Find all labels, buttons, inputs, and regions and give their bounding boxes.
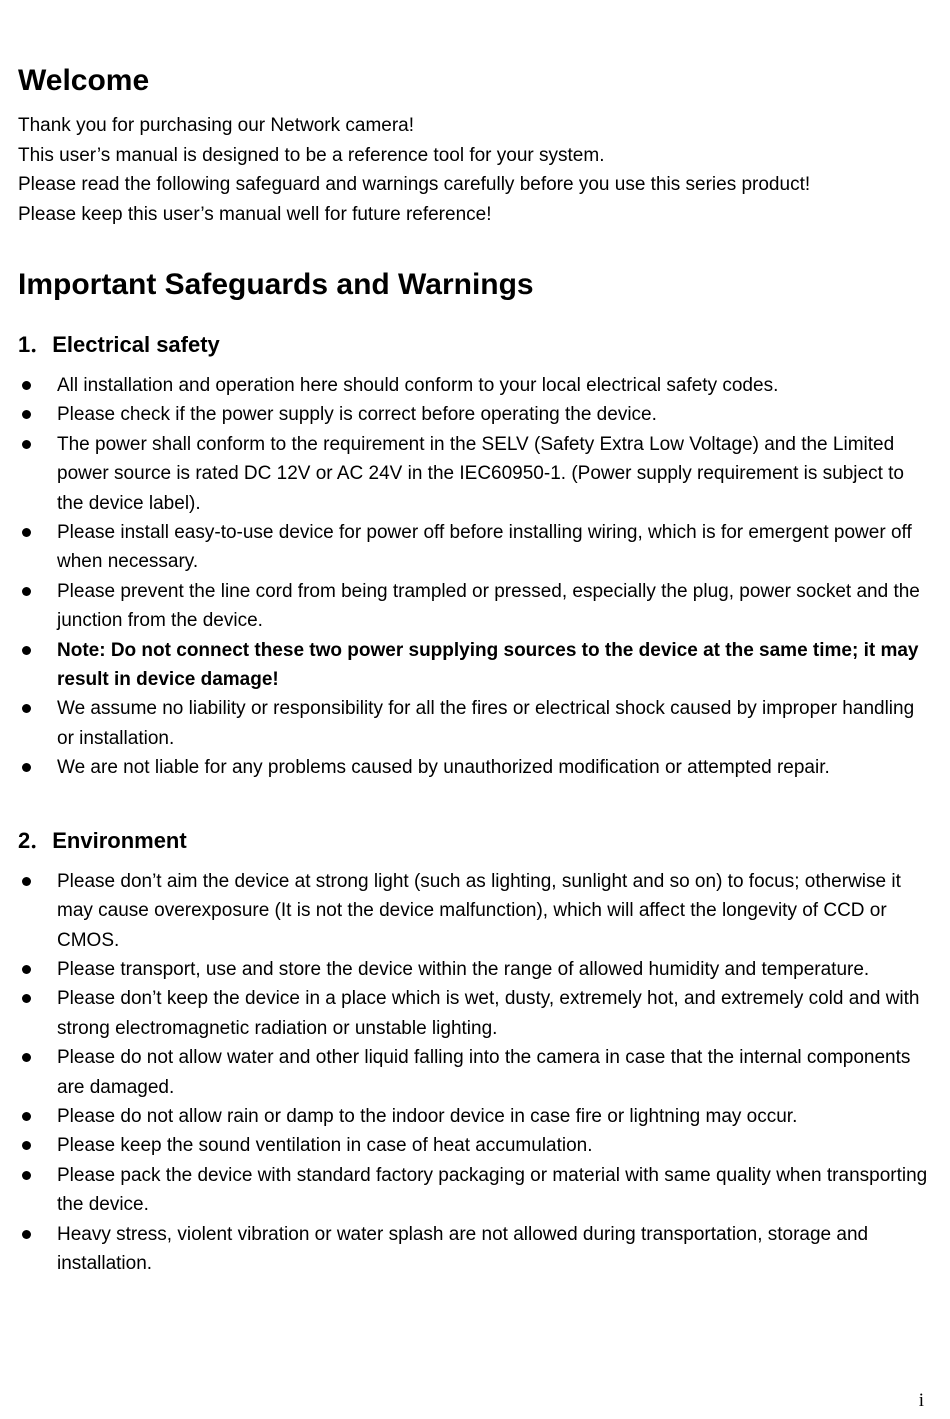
list-item-text: Please don’t keep the device in a place which is wet, dusty, extremely hot, and extremely cold and with strong electromagnetic radiation or unstable lighting. <box>57 988 920 1039</box>
list-item-text: We are not liable for any problems caused by unauthorized modification or attempted repair. <box>57 757 830 779</box>
bullet-icon <box>22 1230 31 1239</box>
list-item <box>18 694 928 753</box>
electrical-safety-list <box>18 371 928 783</box>
list-item <box>18 867 928 955</box>
list-item-text: Please don’t aim the device at strong light (such as lighting, sunlight and so on) to focus; otherwise it may cause overexposure (It is not the device malfunction), which will affect the longevity of CCD or CMOS. <box>57 870 901 951</box>
list-item-text: Please do not allow water and other liquid falling into the camera in case that the internal components are damaged. <box>57 1047 911 1098</box>
bullet-icon <box>22 440 31 449</box>
list-item-text: Please keep the sound ventilation in case of heat accumulation. <box>57 1135 593 1157</box>
bullet-icon <box>22 381 31 390</box>
list-item-text: Heavy stress, violent vibration or water splash are not allowed during transportation, storage and installation. <box>57 1223 869 1274</box>
list-item-text: The power shall conform to the requirement in the SELV (Safety Extra Low Voltage) and the Limited power source is rated DC 12V or AC 24V in the IEC60950-1. (Power supply requirement is subject to the device label). <box>57 433 904 514</box>
list-item-text: Please check if the power supply is correct before operating the device. <box>57 404 657 426</box>
bullet-icon <box>22 1171 31 1180</box>
list-item <box>18 1220 928 1279</box>
list-item-text: Please install easy-to-use device for power off before installing wiring, which is for emergent power off when necessary. <box>57 522 912 573</box>
intro-line: This user’s manual is designed to be a reference tool for your system. <box>18 144 605 166</box>
list-item <box>18 518 928 577</box>
list-item-text: Please prevent the line cord from being trampled or pressed, especially the plug, power socket and the junction from the device. <box>57 580 920 632</box>
section-heading-electrical-safety: 1．Electrical safety <box>18 332 220 357</box>
list-item-text: We assume no liability or responsibility for all the fires or electrical shock caused by improper handling or installation. <box>57 698 915 749</box>
bullet-icon <box>22 994 31 1003</box>
intro-line: Please read the following safeguard and warnings carefully before you use this series product! <box>18 174 811 195</box>
welcome-intro <box>18 111 928 229</box>
bullet-icon <box>22 587 31 596</box>
bullet-icon <box>22 1053 31 1062</box>
list-item <box>18 984 928 1043</box>
safeguards-title: Important Safeguards and Warnings <box>18 268 534 301</box>
list-item-text: Please pack the device with standard factory packaging or material with same quality when transporting the device. <box>57 1164 928 1216</box>
bullet-icon <box>22 1112 31 1121</box>
list-item <box>18 955 928 984</box>
list-item <box>18 753 928 782</box>
bullet-icon <box>22 528 31 537</box>
intro-line: Please keep this user’s manual well for future reference! <box>18 203 492 225</box>
list-item <box>18 1043 928 1102</box>
bullet-icon <box>22 704 31 713</box>
bullet-icon <box>22 1141 31 1150</box>
list-item <box>18 577 928 636</box>
environment-list <box>18 867 928 1279</box>
list-item-text: Note: Do not connect these two power supplying sources to the device at the same time; it may result in device damage! <box>57 639 919 691</box>
intro-line: Thank you for purchasing our Network camera! <box>18 115 415 136</box>
list-item-text: Please transport, use and store the device within the range of allowed humidity and temperature. <box>57 958 870 980</box>
bullet-icon <box>22 646 31 655</box>
bullet-icon <box>22 877 31 886</box>
list-item-text: All installation and operation here should conform to your local electrical safety codes. <box>57 375 779 396</box>
section-heading-environment: 2．Environment <box>18 827 187 853</box>
bullet-icon <box>22 965 31 974</box>
manual-page <box>18 0 928 1278</box>
list-item <box>18 430 928 518</box>
bullet-icon <box>22 410 31 419</box>
list-item <box>18 1102 928 1131</box>
list-item <box>18 1131 928 1160</box>
bullet-icon <box>22 763 31 772</box>
list-item <box>18 400 928 429</box>
list-item <box>18 371 928 400</box>
list-item <box>18 1161 928 1220</box>
welcome-title: Welcome <box>18 64 150 97</box>
page-number: i <box>918 1390 924 1411</box>
list-item-text: Please do not allow rain or damp to the indoor device in case fire or lightning may occur. <box>57 1105 798 1127</box>
list-item-note <box>18 636 928 695</box>
